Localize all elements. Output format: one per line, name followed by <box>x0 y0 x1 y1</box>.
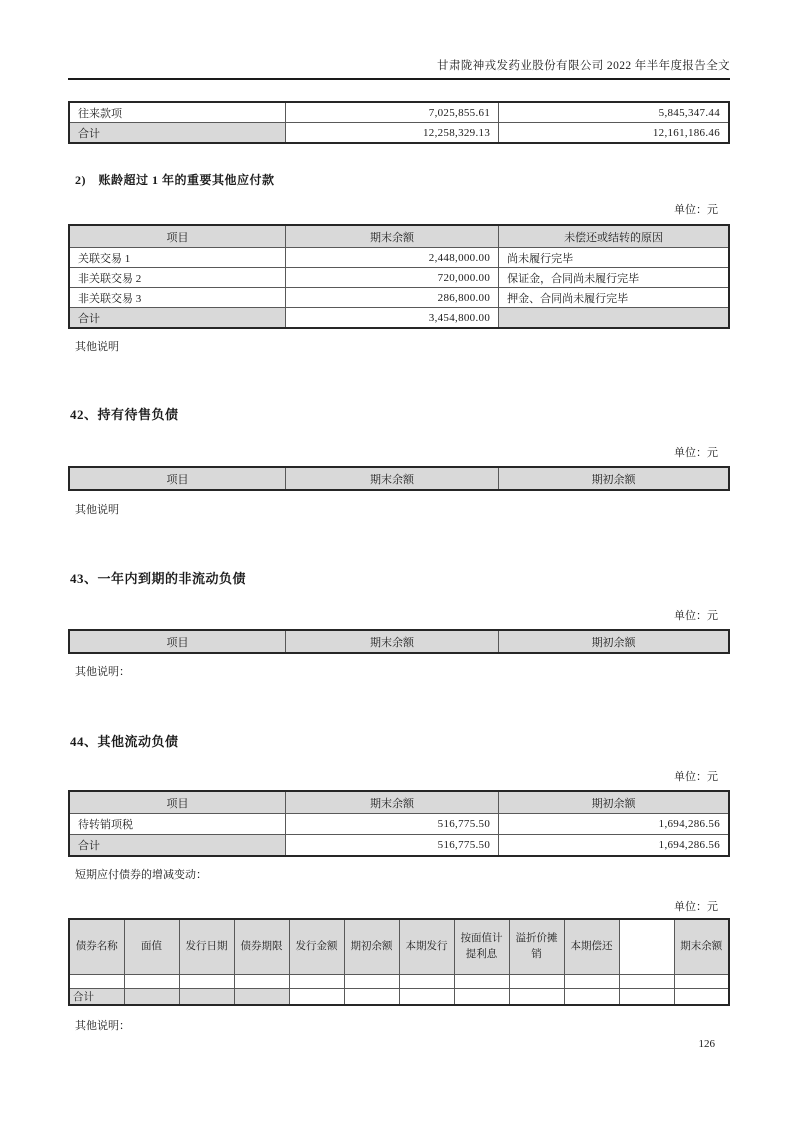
cell-item: 关联交易 1 <box>69 248 285 268</box>
cell-reason: 押金、合同尚未履行完毕 <box>499 288 729 308</box>
cell-ending-balance: 7,025,855.61 <box>285 102 498 123</box>
column-header-beginning-balance: 期初余额 <box>499 467 729 490</box>
cell-beginning-balance: 1,694,286.56 <box>499 814 729 835</box>
column-header-beginning-balance: 期初余额 <box>344 919 399 975</box>
aging-table <box>68 224 730 329</box>
cell-reason: 保证金，合同尚未履行完毕 <box>499 268 729 288</box>
cell-total-label: 合计 <box>69 308 285 329</box>
cell-total-label: 合计 <box>69 123 285 144</box>
column-header-face-value: 面值 <box>124 919 179 975</box>
column-header-ending-balance: 期末余额 <box>285 630 498 653</box>
table-header-row <box>69 919 729 975</box>
column-header-issue-date: 发行日期 <box>179 919 234 975</box>
cell-beginning-balance: 1,694,286.56 <box>499 835 729 857</box>
cell-ending-balance: 2,448,000.00 <box>285 248 498 268</box>
column-header-ending-balance: 期末余额 <box>285 467 498 490</box>
column-header-item: 项目 <box>69 225 285 248</box>
cell-item: 非关联交易 3 <box>69 288 285 308</box>
column-header-beginning-balance: 期初余额 <box>499 791 729 814</box>
cell-ending-balance: 12,258,329.13 <box>285 123 498 144</box>
bond-change-intro: 短期应付债券的增减变动： <box>75 869 207 881</box>
table-row-total <box>69 989 729 1006</box>
cell-item: 往来款项 <box>69 102 285 123</box>
cell-item: 非关联交易 2 <box>69 268 285 288</box>
column-header-beginning-balance: 期初余额 <box>499 630 729 653</box>
cell-ending-balance: 720,000.00 <box>285 268 498 288</box>
column-header-item: 项目 <box>69 467 285 490</box>
cell-beginning-balance: 5,845,347.44 <box>499 102 729 123</box>
unit-label: 单位：元 <box>674 901 718 913</box>
cell-total-label: 合计 <box>69 835 285 857</box>
column-header-issue-amount: 发行金额 <box>289 919 344 975</box>
table-row-total <box>69 308 729 329</box>
cell-ending-balance: 516,775.50 <box>285 814 498 835</box>
page-content <box>68 0 730 1033</box>
column-header-premium-discount-amortization: 溢折价摊销 <box>509 919 564 975</box>
unit-label: 单位：元 <box>674 447 718 459</box>
column-header-interest-at-face-value: 按面值计提利息 <box>454 919 509 975</box>
column-header-blank <box>619 919 674 975</box>
column-header-ending-balance: 期末余额 <box>674 919 729 975</box>
other-note: 其他说明： <box>75 666 130 678</box>
section-aging-heading: 2) 账龄超过 1 年的重要其他应付款 <box>75 173 275 187</box>
noncurrent-liabilities-due-table <box>68 629 730 654</box>
cell-ending-balance: 516,775.50 <box>285 835 498 857</box>
bond-table <box>68 918 730 1006</box>
column-header-ending-balance: 期末余额 <box>285 225 498 248</box>
cell-reason <box>499 308 729 329</box>
report-header <box>68 0 730 80</box>
cell-ending-balance: 286,800.00 <box>285 288 498 308</box>
table-header-row <box>69 630 729 653</box>
column-header-item: 项目 <box>69 791 285 814</box>
unit-label: 单位：元 <box>674 771 718 783</box>
section-42-heading: 42、持有待售负债 <box>70 407 179 422</box>
column-header-bond-term: 债券期限 <box>234 919 289 975</box>
table-row-total <box>69 835 729 857</box>
table-header-row <box>69 467 729 490</box>
cell-total-label: 合计 <box>69 989 124 1006</box>
unit-label: 单位：元 <box>674 204 718 216</box>
column-header-repaid-this-period: 本期偿还 <box>564 919 619 975</box>
cell-beginning-balance: 12,161,186.46 <box>499 123 729 144</box>
other-note: 其他说明 <box>75 504 119 516</box>
section-44-heading: 44、其他流动负债 <box>70 734 179 749</box>
other-current-liabilities-table <box>68 790 730 857</box>
held-for-sale-liabilities-table <box>68 466 730 491</box>
table-row <box>69 102 729 123</box>
table-row <box>69 288 729 308</box>
other-note: 其他说明： <box>75 1020 130 1032</box>
section-43-heading: 43、一年内到期的非流动负债 <box>70 571 247 586</box>
table-row <box>69 268 729 288</box>
column-header-bond-name: 债券名称 <box>69 919 124 975</box>
cell-ending-balance: 3,454,800.00 <box>285 308 498 329</box>
carryover-table <box>68 101 730 144</box>
cell-reason: 尚未履行完毕 <box>499 248 729 268</box>
table-row <box>69 814 729 835</box>
other-note: 其他说明 <box>75 341 119 353</box>
unit-label: 单位：元 <box>674 610 718 622</box>
report-title: 甘肃陇神戎发药业股份有限公司 2022 年半年度报告全文 <box>437 60 730 72</box>
table-row-empty <box>69 975 729 989</box>
column-header-ending-balance: 期末余额 <box>285 791 498 814</box>
page-number: 126 <box>698 1038 715 1050</box>
table-row-total <box>69 123 729 144</box>
table-header-row <box>69 225 729 248</box>
cell-item: 待转销项税 <box>69 814 285 835</box>
column-header-issued-this-period: 本期发行 <box>399 919 454 975</box>
table-header-row <box>69 791 729 814</box>
column-header-reason: 未偿还或结转的原因 <box>499 225 729 248</box>
column-header-item: 项目 <box>69 630 285 653</box>
table-row <box>69 248 729 268</box>
